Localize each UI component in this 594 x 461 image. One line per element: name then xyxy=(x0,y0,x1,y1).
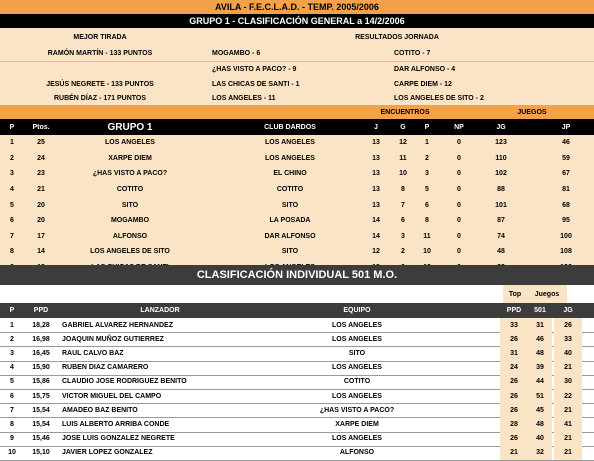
individual-cell: 26 xyxy=(500,375,528,389)
individual-table-row xyxy=(0,332,594,347)
group-cell: 0 xyxy=(457,154,461,162)
individual-cell: 22 xyxy=(554,389,582,403)
individual-title-bar xyxy=(0,265,594,285)
subtitle-bar xyxy=(0,14,594,28)
group-cell: 13 xyxy=(372,154,380,162)
individual-cell: 46 xyxy=(528,332,552,346)
mejor-tirada-item: RUBÉN DÍAZ - 171 PUNTOS xyxy=(53,95,147,102)
individual-table-row xyxy=(0,446,594,461)
individual-header-g501: 501 xyxy=(534,307,546,314)
individual-gap xyxy=(0,285,594,303)
resultado-away: DAR ALFONSO - 4 xyxy=(394,66,456,73)
individual-cell: 33 xyxy=(554,332,582,346)
individual-cell: AMADEO BAZ BENITO xyxy=(62,406,138,414)
individual-cell: GABRIEL ALVAREZ HERNANDEZ xyxy=(62,321,173,329)
group-cell: LOS ANGELES xyxy=(105,139,155,147)
group-cell: 20 xyxy=(37,201,45,209)
group-cell: 6 xyxy=(425,201,429,209)
group-table-row xyxy=(0,213,594,230)
group-header-club: CLUB DARDOS xyxy=(264,123,316,131)
group-cell: 74 xyxy=(497,232,505,240)
individual-cell: 5 xyxy=(10,378,14,386)
group-header-g: G xyxy=(400,123,406,131)
individual-cell: CLAUDIO JOSE RODRIGUEZ BENITO xyxy=(62,378,187,386)
individual-cell: 40 xyxy=(554,346,582,360)
group-cell: LOS ANGELES xyxy=(265,154,315,162)
individual-cell: 40 xyxy=(528,432,552,446)
individual-cell: 2 xyxy=(10,335,14,343)
resultado-away: CARPE DIEM - 12 xyxy=(394,81,452,88)
group-cell: 14 xyxy=(37,248,45,256)
group-cell: 1 xyxy=(10,139,14,147)
individual-cell: 21 xyxy=(554,361,582,375)
individual-cell: 24 xyxy=(500,361,528,375)
individual-cell: 4 xyxy=(10,364,14,372)
group-cell: 87 xyxy=(497,217,505,225)
individual-cell: VICTOR MIGUEL DEL CAMPO xyxy=(62,392,162,400)
individual-cell: 3 xyxy=(10,349,14,357)
group-cell: EL CHINO xyxy=(273,170,307,178)
individual-cell: 45 xyxy=(528,403,552,417)
group-cell: 0 xyxy=(457,139,461,147)
individual-cell: JAVIER LOPEZ GONZALEZ xyxy=(62,449,153,457)
page-subtitle: GRUPO 1 - CLASIFICACIÓN GENERAL a 14/2/2006 xyxy=(189,16,405,26)
group-cell: 14 xyxy=(372,232,380,240)
group-table-row xyxy=(0,135,594,152)
individual-cell: 31 xyxy=(500,346,528,360)
individual-cell: LOS ANGELES xyxy=(332,435,382,443)
group-cell: 14 xyxy=(372,217,380,225)
group-cell: 6 xyxy=(10,217,14,225)
group-cell: 4 xyxy=(10,186,14,194)
group-header-j: J xyxy=(374,123,378,131)
individual-cell: 15,90 xyxy=(32,364,50,372)
group-cell: 0 xyxy=(457,170,461,178)
individual-table-row xyxy=(0,403,594,418)
page-title: AVILA - F.E.C.L.A.D. - TEMP. 2005/2006 xyxy=(215,2,379,12)
group-table-row xyxy=(0,197,594,214)
individual-header-p: P xyxy=(9,307,15,314)
group-cell: 102 xyxy=(495,170,507,178)
resultado-home: MOGAMBO - 6 xyxy=(212,50,261,57)
top-label: Top xyxy=(503,285,527,303)
group-cell: 0 xyxy=(457,201,461,209)
group-cell: 10 xyxy=(399,170,407,178)
group-cell: XARPE DIEM xyxy=(108,154,152,162)
group-cell: SITO xyxy=(121,201,139,209)
encuentros-label: ENCUENTROS xyxy=(380,108,430,116)
individual-cell: XARPE DIEM xyxy=(335,420,379,428)
group-cell: LOS ANGELES xyxy=(265,139,315,147)
individual-table-row xyxy=(0,417,594,432)
individual-cell: 28 xyxy=(500,417,528,431)
individual-cell: 21 xyxy=(554,432,582,446)
group-cell: 0 xyxy=(457,232,461,240)
individual-cell: 26 xyxy=(554,318,582,332)
individual-cell: 6 xyxy=(10,392,14,400)
group-cell: SITO xyxy=(281,201,299,209)
individual-title: CLASIFICACIÓN INDIVIDUAL 501 M.O. xyxy=(196,269,398,281)
individual-cell: 18,28 xyxy=(32,321,50,329)
individual-cell: 31 xyxy=(528,318,552,332)
group-cell: 20 xyxy=(37,217,45,225)
individual-cell: RAUL CALVO BAZ xyxy=(62,349,124,357)
individual-cell: 16,98 xyxy=(32,335,50,343)
section-labels xyxy=(0,28,594,46)
individual-cell: JOSE LUIS GONZALEZ NEGRETE xyxy=(62,435,175,443)
resultados-label: RESULTADOS JORNADA xyxy=(355,33,439,41)
group-cell: 2 xyxy=(425,154,429,162)
group-cell: ALFONSO xyxy=(112,232,148,240)
individual-cell: 44 xyxy=(528,375,552,389)
group-table-row xyxy=(0,151,594,168)
individual-cell: 7 xyxy=(10,406,14,414)
individual-header-ppd2: PPD xyxy=(506,307,522,314)
group-cell: 10 xyxy=(423,248,431,256)
group-cell: LA POSADA xyxy=(269,217,311,225)
group-cell: MOGAMBO xyxy=(110,217,150,225)
group-cell: 6 xyxy=(401,217,405,225)
group-header-ptos: Ptos. xyxy=(32,123,50,131)
group-cell: 2 xyxy=(10,154,14,162)
group-cell: 23 xyxy=(37,170,45,178)
group-cell: 108 xyxy=(560,248,572,256)
individual-header-ppd: PPD xyxy=(33,307,49,314)
group-header-jg: JG xyxy=(496,123,506,131)
individual-cell: 21 xyxy=(500,446,528,460)
group-cell: 5 xyxy=(425,186,429,194)
individual-cell: 15,46 xyxy=(32,435,50,443)
group-cell: 13 xyxy=(372,139,380,147)
individual-cell: 15,54 xyxy=(32,406,50,414)
individual-cell: 16,45 xyxy=(32,349,50,357)
individual-cell: 10 xyxy=(8,449,16,457)
individual-cell: 21 xyxy=(554,403,582,417)
group-cell: 12 xyxy=(372,248,380,256)
individual-cell: COTITO xyxy=(343,378,371,386)
group-cell: 59 xyxy=(562,154,570,162)
group-cell: DAR ALFONSO xyxy=(264,232,316,240)
individual-cell: ALFONSO xyxy=(339,449,375,457)
group-cell: 11 xyxy=(423,232,431,240)
individual-cell: 1 xyxy=(10,321,14,329)
individual-table-row xyxy=(0,432,594,447)
group-cell: COTITO xyxy=(276,186,304,194)
resultado-home: ¿HAS VISTO A PACO? - 9 xyxy=(212,66,297,73)
mejor-tirada-item xyxy=(0,62,200,77)
resultado-home: LOS ANGELES - 11 xyxy=(212,95,276,102)
group-cell: 21 xyxy=(37,186,45,194)
group-cell: 7 xyxy=(401,201,405,209)
individual-table-row xyxy=(0,318,594,333)
individual-cell: 30 xyxy=(554,375,582,389)
group-cell: 0 xyxy=(457,248,461,256)
mejor-tirada-label: MEJOR TIRADA xyxy=(73,33,127,41)
info-row xyxy=(0,46,594,62)
individual-cell: 26 xyxy=(500,432,528,446)
group-cell: 0 xyxy=(457,186,461,194)
info-row xyxy=(0,62,594,78)
group-cell: 95 xyxy=(562,217,570,225)
individual-cell: LOS ANGELES xyxy=(332,364,382,372)
group-cell: 25 xyxy=(37,139,45,147)
resultado-away: LOS ANGELES DE SITO - 2 xyxy=(394,95,484,102)
individual-cell: 51 xyxy=(528,389,552,403)
mejor-tirada-item: RAMÓN MARTÍN - 133 PUNTOS xyxy=(47,50,153,57)
group-cell: ¿HAS VISTO A PACO? xyxy=(92,170,168,178)
group-table-row xyxy=(0,182,594,199)
group-cell: 67 xyxy=(562,170,570,178)
individual-cell: LUIS ALBERTO ARRIBA CONDE xyxy=(62,420,170,428)
group-cell: 8 xyxy=(401,186,405,194)
individual-cell: RUBEN DIAZ CAMARERO xyxy=(62,364,149,372)
group-cell: 8 xyxy=(425,217,429,225)
group-cell: 68 xyxy=(562,201,570,209)
individual-cell: 15,10 xyxy=(32,449,50,457)
group-cell: 5 xyxy=(10,201,14,209)
individual-cell: 48 xyxy=(528,346,552,360)
group-table-row xyxy=(0,229,594,246)
group-header-jp: JP xyxy=(561,123,571,131)
group-table-row xyxy=(0,244,594,261)
individual-cell: LOS ANGELES xyxy=(332,392,382,400)
group-cell: 3 xyxy=(401,232,405,240)
individual-cell: 26 xyxy=(500,389,528,403)
group-cell: 13 xyxy=(372,186,380,194)
individual-cell: ¿HAS VISTO A PACO? xyxy=(319,406,395,414)
individual-cell: 15,75 xyxy=(32,392,50,400)
group-header-team: GRUPO 1 xyxy=(107,121,153,133)
group-cell: 100 xyxy=(560,232,572,240)
group-cell: COTITO xyxy=(116,186,144,194)
group-cell: 81 xyxy=(562,186,570,194)
group-cell: 46 xyxy=(562,139,570,147)
individual-cell: 41 xyxy=(554,417,582,431)
individual-table-row xyxy=(0,375,594,390)
individual-cell: 26 xyxy=(500,403,528,417)
group-cell: 11 xyxy=(399,154,407,162)
individual-table-row xyxy=(0,346,594,361)
individual-cell: 26 xyxy=(500,332,528,346)
individual-header-equipo: EQUIPO xyxy=(343,307,371,314)
group-cell: 101 xyxy=(495,201,507,209)
group-table-row xyxy=(0,166,594,183)
juegos-box-label: Juegos xyxy=(527,285,567,303)
group-header-np: NP xyxy=(454,123,464,131)
group-cell: 48 xyxy=(497,248,505,256)
individual-header-lanzador: LANZADOR xyxy=(140,307,180,314)
title-bar xyxy=(0,0,594,14)
group-cell: 88 xyxy=(497,186,505,194)
mejor-tirada-item: JESÚS NEGRETE - 133 PUNTOS xyxy=(46,81,154,88)
group-subheader xyxy=(0,105,594,119)
individual-header-jg: JG xyxy=(563,307,573,314)
group-cell: 0 xyxy=(457,217,461,225)
group-cell: 2 xyxy=(401,248,405,256)
group-header xyxy=(0,119,594,135)
individual-table-row xyxy=(0,389,594,404)
group-cell: 13 xyxy=(372,201,380,209)
juegos-label: JUEGOS xyxy=(517,108,547,116)
group-cell: 123 xyxy=(495,139,507,147)
group-cell: LOS ANGELES DE SITO xyxy=(90,248,170,256)
group-cell: 7 xyxy=(10,232,14,240)
group-cell: 12 xyxy=(399,139,407,147)
group-header-p: P xyxy=(9,123,15,131)
individual-cell: 33 xyxy=(500,318,528,332)
individual-cell: LOS ANGELES xyxy=(332,321,382,329)
group-cell: 17 xyxy=(37,232,45,240)
individual-cell: 21 xyxy=(554,446,582,460)
individual-cell: JOAQUIN MUÑOZ GUTIERREZ xyxy=(62,335,164,343)
resultado-away: COTITO - 7 xyxy=(394,50,431,57)
group-cell: 3 xyxy=(10,170,14,178)
individual-cell: 15,54 xyxy=(32,420,50,428)
group-cell: SITO xyxy=(281,248,299,256)
individual-table-row xyxy=(0,361,594,376)
individual-cell: 39 xyxy=(528,361,552,375)
group-cell: 13 xyxy=(372,170,380,178)
group-cell: 110 xyxy=(495,154,507,162)
individual-cell: 8 xyxy=(10,420,14,428)
group-cell: 3 xyxy=(425,170,429,178)
group-cell: 1 xyxy=(425,139,429,147)
individual-cell: 9 xyxy=(10,435,14,443)
group-cell: 8 xyxy=(10,248,14,256)
individual-cell: 15,86 xyxy=(32,378,50,386)
individual-header xyxy=(0,303,594,318)
group-header-pp: P xyxy=(424,123,430,131)
individual-cell: 48 xyxy=(528,417,552,431)
individual-cell: LOS ANGELES xyxy=(332,335,382,343)
individual-cell: SITO xyxy=(348,349,366,357)
resultado-home: LAS CHICAS DE SANTI - 1 xyxy=(212,81,300,88)
group-cell: 24 xyxy=(37,154,45,162)
individual-cell: 32 xyxy=(528,446,552,460)
